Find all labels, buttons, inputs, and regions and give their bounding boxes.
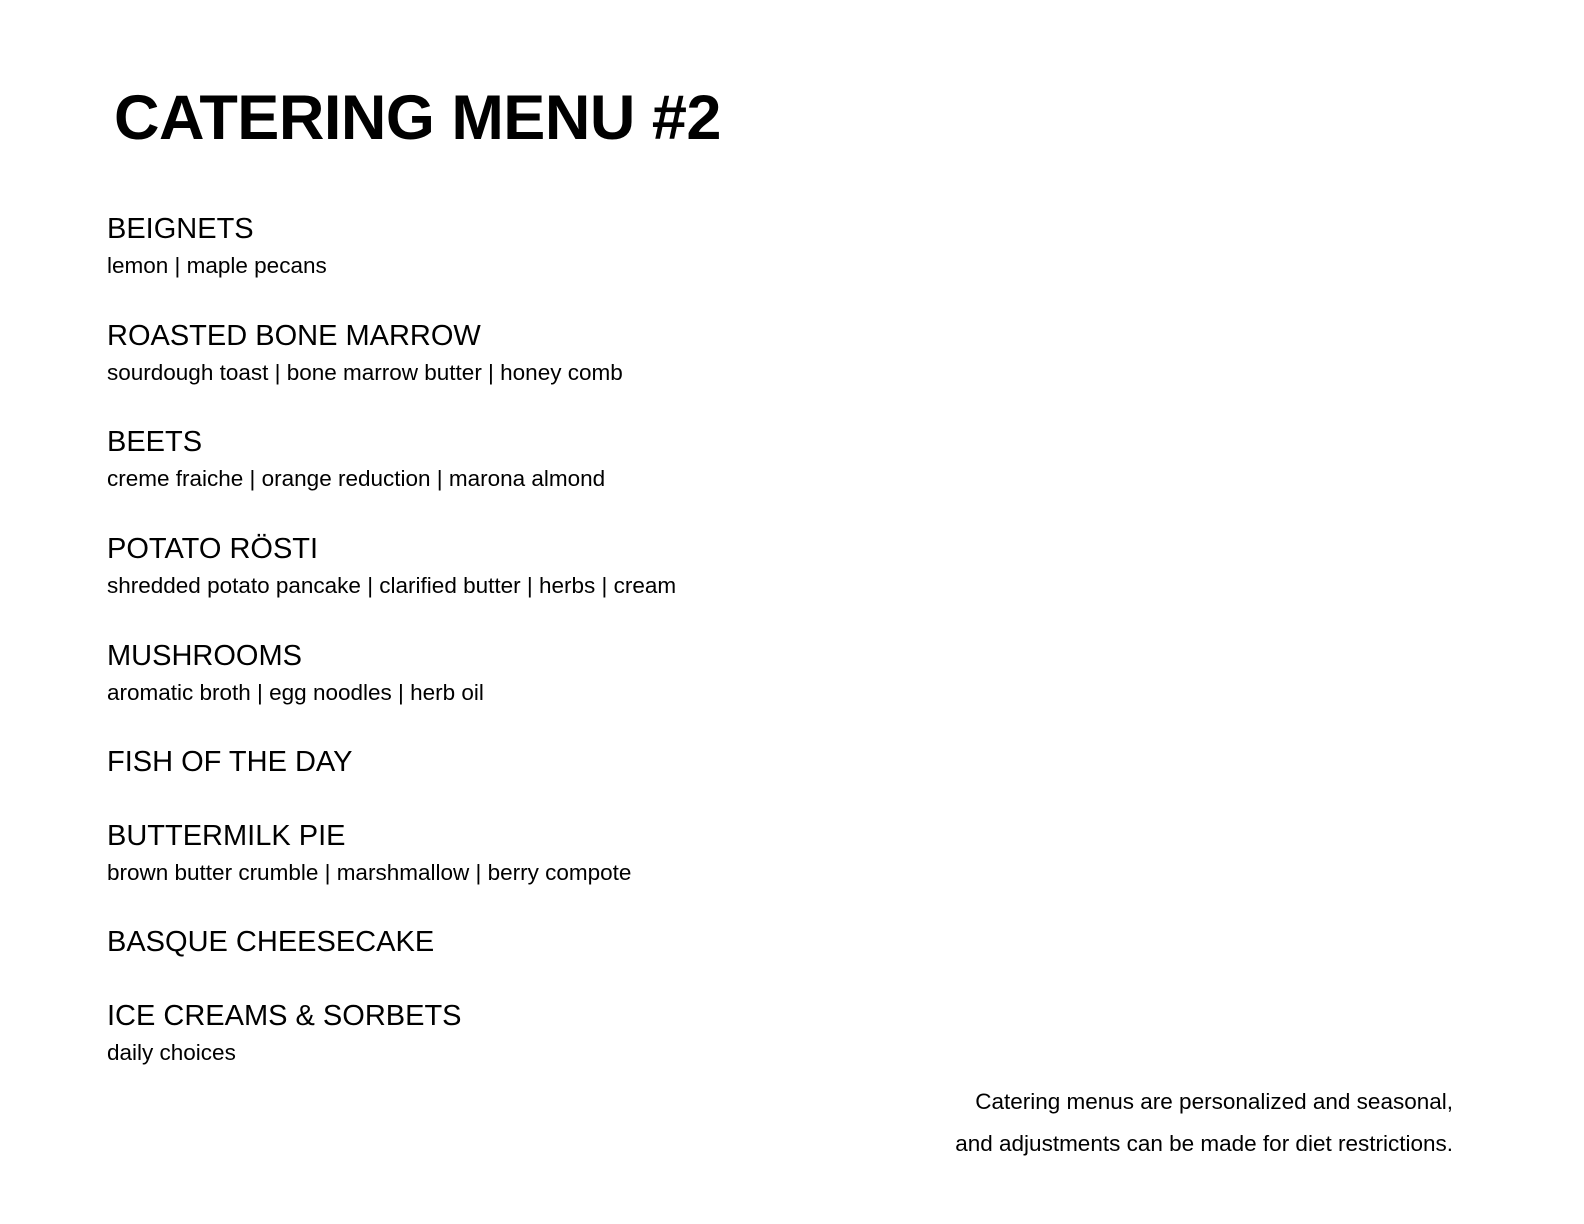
menu-item-mushrooms [107,638,484,708]
footer-note-line-1: Catering menus are personalized and seasonal, [975,1089,1453,1114]
menu-item-name: POTATO RÖSTI [107,533,319,565]
menu-item-roasted-bone-marrow [107,318,623,388]
menu-item-name: MUSHROOMS [107,640,302,672]
menu-item-name: ICE CREAMS & SORBETS [107,1000,462,1032]
menu-item-description: lemon | maple pecans [107,253,327,278]
menu-item-name: BUTTERMILK PIE [107,820,346,852]
menu-item-basque-cheesecake [107,924,434,960]
footer-note [955,1081,1453,1165]
menu-item-description: creme fraiche | orange reduction | marona almond [107,466,606,491]
menu-item-name: FISH OF THE DAY [107,746,353,778]
menu-item-description: aromatic broth | egg noodles | herb oil [107,680,484,705]
menu-item-fish-of-the-day [107,744,352,780]
menu-item-beignets [107,211,327,281]
menu-item-name: ROASTED BONE MARROW [107,320,481,352]
page-title: CATERING MENU #2 [114,83,721,153]
menu-item-buttermilk-pie [107,818,631,888]
menu-item-beets [107,424,605,494]
menu-item-description: brown butter crumble | marshmallow | berry compote [107,860,632,885]
menu-item-ice-creams-sorbets [107,998,462,1068]
menu-item-description: daily choices [107,1040,236,1065]
menu-item-name: BEETS [107,426,203,458]
menu-item-name: BEIGNETS [107,213,254,245]
menu-item-description: sourdough toast | bone marrow butter | honey comb [107,360,623,385]
footer-note-line-2: and adjustments can be made for diet restrictions. [955,1131,1453,1156]
menu-item-description: shredded potato pancake | clarified butter | herbs | cream [107,573,677,598]
menu-item-name: BASQUE CHEESECAKE [107,926,435,958]
menu-item-potato-rosti [107,531,676,601]
